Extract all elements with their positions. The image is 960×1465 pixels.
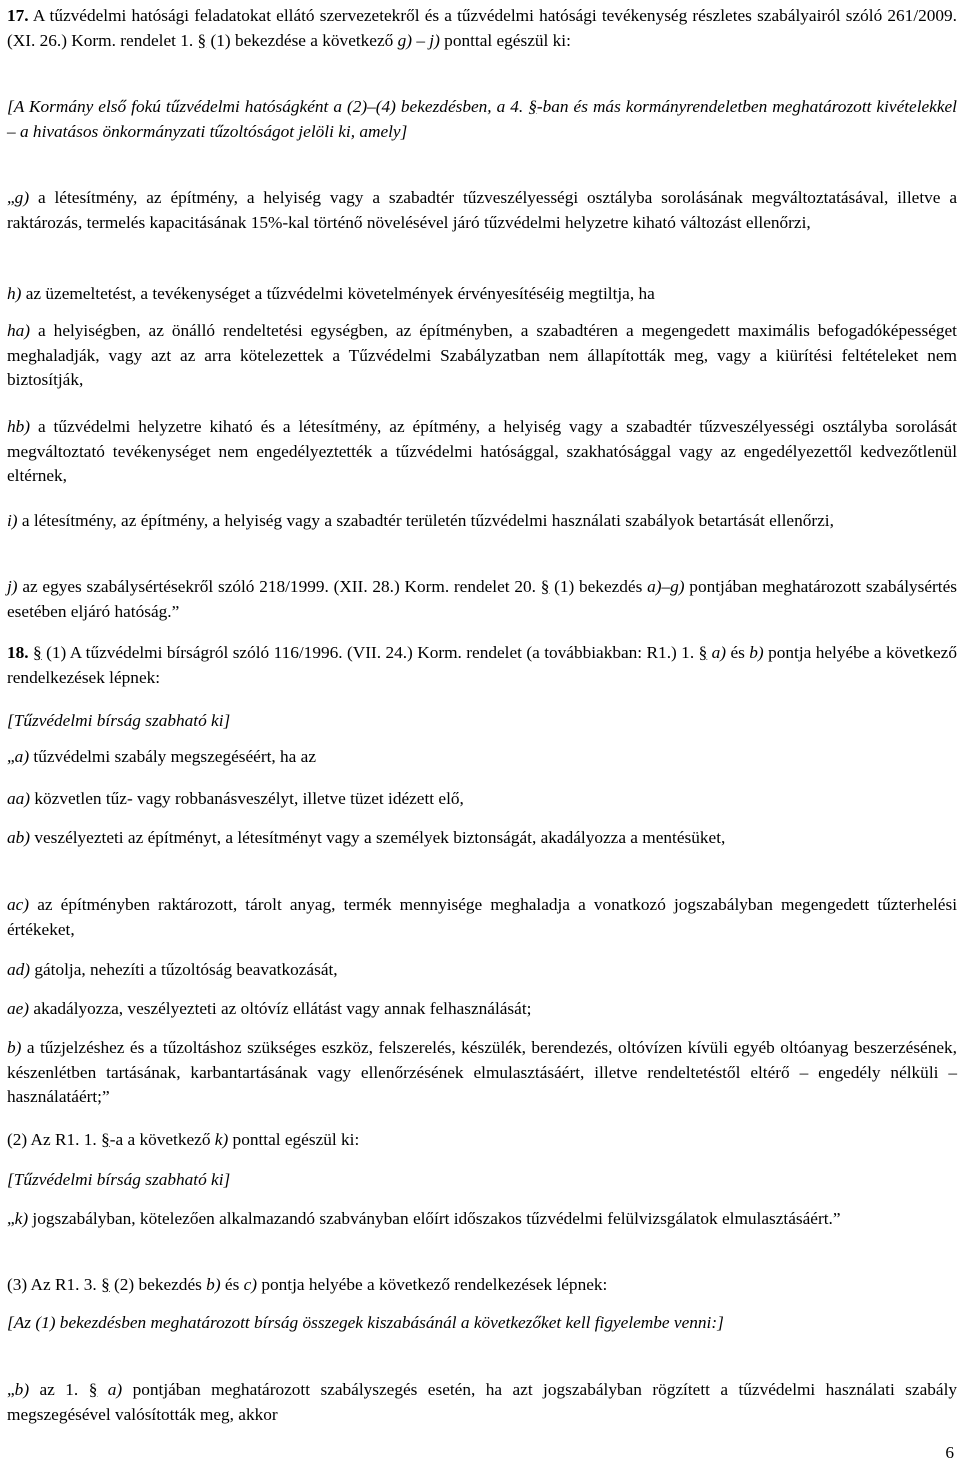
point-aa: aa) közvetlen tűz- vagy robbanásveszélyt, illetve tüzet idézett elő, — [7, 789, 464, 808]
point-label: ad) — [7, 960, 31, 979]
point-label: g) — [14, 188, 30, 207]
section-17-paragraph: 17. A tűzvédelmi hatósági feladatokat ellátó szervezetekről és a tűzvédelmi hatósági tevékenység részletes szabályairól szóló 261/2009. (XI. 26.) Korm. rendelet 1. § (1) bekezdése a következő g) – j) ponttal egészül ki: — [7, 6, 957, 50]
point-label: i) — [7, 511, 18, 530]
point-g: „g) a létesítmény, az építmény, a helyiség vagy a szabadtér tűzveszélyességi osztályba sorolásának megváltoztatásával, illetve a raktározás, termelés kapacitásának 15%-kal történő növelésével járó tűzvédelmi helyzetre kiható változást ellenőrzi, — [7, 188, 957, 232]
section-sign: § — [88, 1380, 98, 1399]
bracket-intro-1: [A Kormány első fokú tűzvédelmi hatóságként a (2)–(4) bekezdésben, a 4. §-ban és más kormányrendeletben meghatározott kivételekkel – a hivatásos önkormányzati tűzoltóságot jelöli ki, amely] — [7, 97, 957, 141]
section-sign: § — [698, 643, 708, 662]
point-ac: ac) az építményben raktározott, tárolt anyag, termék mennyisége meghaladja a vonatkozó jogszabályban megengedett tűzterhelési értékeket, — [7, 895, 957, 939]
point-label: h) — [7, 284, 22, 303]
section-sign: § — [197, 30, 207, 50]
point-label: ab) — [7, 828, 31, 847]
section-sign: § — [33, 643, 42, 662]
point-ha: ha) a helyiségben, az önálló rendeltetési egységben, az építményben, a szabadtéren a megengedett maximális befogadóképességet meghaladják, vagy azt az arra kötelezettek a Tűzvédelmi Szabályzatban nem állapították meg, vagy a kiürítési feltételeket nem biztosítják, — [7, 321, 957, 389]
point-label: j) — [7, 577, 18, 596]
section-sign: § — [101, 1275, 110, 1294]
point-label: ha) — [7, 321, 31, 340]
bracket-intro-4: [Az (1) bekezdésben meghatározott bírság összegek kiszabásánál a következőket kell figyelembe venni:] — [7, 1313, 724, 1332]
point-label: k) — [14, 1209, 29, 1228]
point-label: aa) — [7, 789, 31, 808]
point-ad: ad) gátolja, nehezíti a tűzoltóság beavatkozását, — [7, 960, 338, 979]
point-ab: ab) veszélyezteti az építményt, a létesítményt vagy a személyek biztonságát, akadályozza a mentésüket, — [7, 828, 726, 847]
point-b-amended: „b) az 1. § a) pontjában meghatározott szabályszegés esetén, ha azt jogszabályban rögzített a tűzvédelmi használati szabály megszegésével valósították meg, akkor — [7, 1380, 958, 1424]
section-sign: § — [540, 577, 550, 596]
point-a: „a) tűzvédelmi szabály megszegéséért, ha az — [7, 747, 316, 766]
bracket-intro-2: [Tűzvédelmi bírság szabható ki] — [7, 711, 231, 730]
point-label: b) — [7, 1038, 22, 1057]
point-k: „k) jogszabályban, kötelezően alkalmazandó szabványban előírt időszakos tűzvédelmi felülvizsgálatok elmulasztásáért.” — [7, 1209, 841, 1228]
point-label: ae) — [7, 999, 30, 1018]
bracket-intro-3: [Tűzvédelmi bírság szabható ki] — [7, 1170, 231, 1189]
section-18-paragraph: 18. § (1) A tűzvédelmi bírságról szóló 116/1996. (VII. 24.) Korm. rendelet (a továbbiakban: R1.) 1. § a) és b) pontja helyébe a következő rendelkezések lépnek: — [7, 643, 957, 687]
point-label: b) — [14, 1380, 30, 1399]
section-17-number: 17. — [7, 6, 29, 25]
section-sign: § — [101, 1130, 110, 1149]
section-18-number: 18. — [7, 643, 29, 662]
point-b: b) a tűzjelzéshez és a tűzoltáshoz szükséges eszköz, felszerelés, készülék, berendezés, oltóvízen kívüli egyéb oltóanyag beszerzésének, készenlétben tartásának, karbantartásának vagy ellenőrzésének elmulasztásáért, illetve rendeltetéstől eltérő – engedély nélküli – használatáért;” — [7, 1038, 957, 1106]
point-label: ac) — [7, 895, 30, 914]
point-label: hb) — [7, 417, 31, 436]
point-hb: hb) a tűzvédelmi helyzetre kiható és a létesítmény, az építmény, a helyiség vagy a szabadtér tűzveszélyességi osztályba sorolását megváltoztató tevékenységet nem engedélyeztették a tűzvédelmi hatósággal, szakhatósággal vagy az engedélyezettől kedvezőtlenül eltérnek, — [7, 417, 957, 485]
point-h: h) az üzemeltetést, a tevékenységet a tűzvédelmi követelmények érvényesítéséig megtiltja, ha — [7, 284, 655, 303]
paragraph-3: (3) Az R1. 3. § (2) bekezdés b) és c) pontja helyébe a következő rendelkezések lépnek: — [7, 1275, 608, 1294]
section-sign: § — [528, 97, 537, 116]
paragraph-2: (2) Az R1. 1. §-a a következő k) ponttal egészül ki: — [7, 1130, 360, 1149]
point-j: j) az egyes szabálysértésekről szóló 218/1999. (XII. 28.) Korm. rendelet 20. § (1) bekezdés a)–g) pontjában meghatározott szabálysértés esetében eljáró hatóság.” — [7, 577, 957, 621]
point-i: i) a létesítmény, az építmény, a helyiség vagy a szabadtér területén tűzvédelmi használati szabályok betartását ellenőrzi, — [7, 511, 834, 530]
page-number: 6 — [945, 1443, 954, 1462]
point-label: a) — [14, 747, 30, 766]
point-ae: ae) akadályozza, veszélyezteti az oltóvíz ellátást vagy annak felhasználását; — [7, 999, 532, 1018]
